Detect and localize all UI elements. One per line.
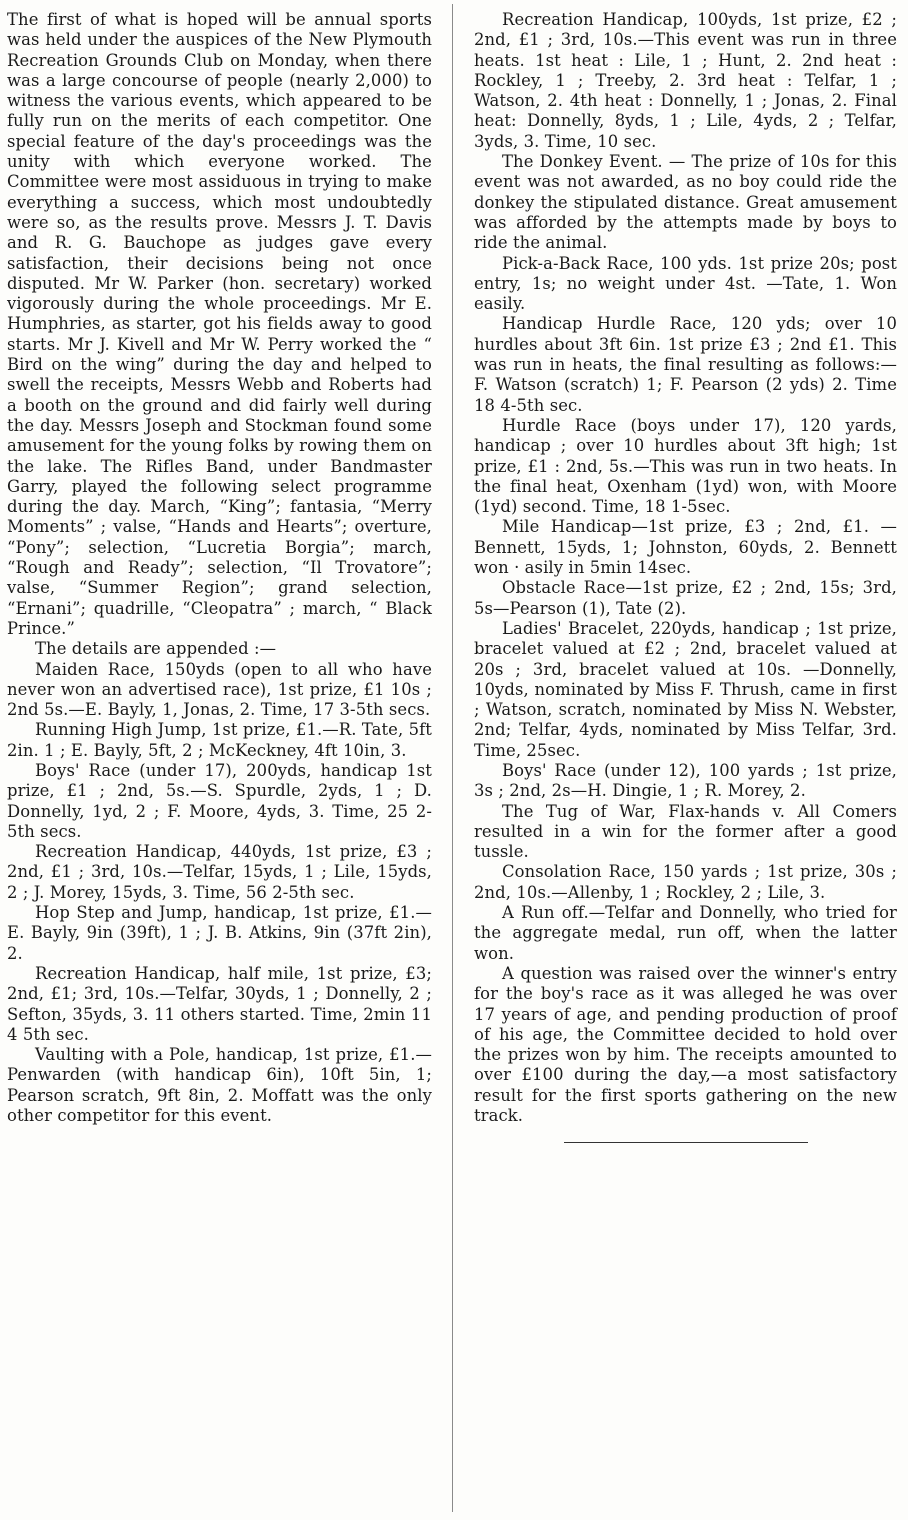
event-recreation-100: Recreation Handicap, 100yds, 1st prize, £2 ; 2nd, £1 ; 3rd, 10s.—This event was run in three heats. 1st heat : Lile, 1 ; Hunt, 2. 2nd heat : Rockley, 1 ; Treeby, 2. 3rd heat : Telfar, 1 ; Watson, 2. 4th heat : Donnelly, 1 ; Jonas, 2. Final heat: Donnelly, 8yds, 1 ; Lile, 4yds, 2 ; Telfar, 3yds, 3. Time, 10 sec. [474, 10, 897, 151]
intro-paragraph: The first of what is hoped will be annual sports was held under the auspices of the New Plymouth Recreation Grounds Club on Monday, when there was a large concourse of people (nearly 2,000) to witness the various events, which appeared to be fully run on the merits of each competitor. One special feature of the day's proceedings was the unity with which everyone worked. The Committee were most assiduous in trying to make everything a success, which most undoubtedly were so, as the results prove. Messrs J. T. Davis and R. G. Bauchope as judges gave every satisfaction, their decisions being not once disputed. Mr W. Parker (hon. secretary) worked vigorously during the whole proceedings. Mr E. Humphries, as starter, got his fields away to good starts. Mr J. Kivell and Mr W. Perry worked the “ Bird on the wing” during the day and helped to swell the receipts, Messrs Webb and Roberts had a booth on the ground and did fairly well during the day. Messrs Joseph and Stockman found some amusement for the young folks by rowing them on the lake. The Rifles Band, under Bandmaster Garry, played the following select programme during the day. March, “King”; fantasia, “Merry Moments” ; valse, “Hands and Hearts”; overture, “Pony”; selection, “Lucretia Borgia”; march, “Rough and Ready”; selection, “Il Trovatore”; valse, “Summer Region”; grand selection, “Ernani”; quadrille, “Cleopatra” ; march, “ Black Prince.” [7, 10, 432, 638]
closing-paragraph: A question was raised over the winner's entry for the boy's race as it was alleged he was over 17 years of age, and pending production of proof of his age, the Committee decided to hold over the prizes won by him. The receipts amounted to over £100 during the day,—a most satisfactory result for the first sports gathering on the new track. [474, 963, 897, 1126]
event-tug-of-war: The Tug of War, Flax-hands v. All Comers resulted in a win for the former after a good tussle. [474, 801, 897, 862]
event-mile-handicap: Mile Handicap—1st prize, £3 ; 2nd, £1. —Bennett, 15yds, 1; Johnston, 60yds, 2. Bennett won · asily in 5min 14sec. [474, 517, 897, 578]
column-divider [452, 4, 453, 1512]
event-ladies-bracelet: Ladies' Bracelet, 220yds, handicap ; 1st prize, bracelet valued at £2 ; 2nd, bracelet valued at 20s ; 3rd, bracelet valued at 10s. —Donnelly, 10yds, nominated by Miss F. Thrush, came in first ; Watson, scratch, nominated by Miss N. Webster, 2nd; Telfar, 4yds, nominated by Miss Telfar, 3rd. Time, 25sec. [474, 618, 897, 760]
event-recreation-440: Recreation Handicap, 440yds, 1st prize, £3 ; 2nd, £1 ; 3rd, 10s.—Telfar, 15yds, 1 ; Lile, 15yds, 2 ; J. Morey, 15yds, 3. Time, 56 2-5th sec. [7, 842, 432, 902]
event-consolation-race: Consolation Race, 150 yards ; 1st prize, 30s ; 2nd, 10s.—Allenby, 1 ; Rockley, 2 ; Lile, 3. [474, 862, 897, 902]
event-handicap-hurdle: Handicap Hurdle Race, 120 yds; over 10 hurdles about 3ft 6in. 1st prize £3 ; 2nd £1. This was run in heats, the final resulting as follows:—F. Watson (scratch) 1; F. Pearson (2 yds) 2. Time 18 4-5th sec. [474, 314, 897, 415]
details-intro: The details are appended :— [35, 639, 277, 659]
event-recreation-half-mile: Recreation Handicap, half mile, 1st prize, £3; 2nd, £1; 3rd, 10s.—Telfar, 30yds, 1 ; Donnelly, 2 ; Sefton, 35yds, 3. 11 others started. Time, 2min 11 4 5th sec. [7, 963, 432, 1044]
end-rule [564, 1142, 808, 1143]
event-hop-step-jump: Hop Step and Jump, handicap, 1st prize, £1.—E. Bayly, 9in (39ft), 1 ; J. B. Atkins, 9in (37ft 2in), 2. [7, 903, 432, 963]
event-obstacle-race: Obstacle Race—1st prize, £2 ; 2nd, 15s; 3rd, 5s—Pearson (1), Tate (2). [474, 578, 897, 618]
event-boys-race-200: Boys' Race (under 17), 200yds, handicap 1st prize, £1 ; 2nd, 5s.—S. Spurdle, 2yds, 1 ; D. Donnelly, 1yd, 2 ; F. Moore, 4yds, 3. Time, 25 2-5th secs. [7, 760, 432, 841]
event-pick-a-back: Pick-a-Back Race, 100 yds. 1st prize 20s; post entry, 1s; no weight under 4st. —Tate, 1. Won easily. [474, 253, 897, 314]
right-column [474, 10, 897, 1126]
left-column [7, 10, 432, 1126]
event-run-off: A Run off.—Telfar and Donnelly, who tried for the aggregate medal, run off, when the latter won. [474, 903, 897, 963]
event-high-jump: Running High Jump, 1st prize, £1.—R. Tate, 5ft 2in. 1 ; E. Bayly, 5ft, 2 ; McKeckney, 4ft 10in, 3. [7, 720, 432, 760]
event-boys-race-under-12: Boys' Race (under 12), 100 yards ; 1st prize, 3s ; 2nd, 2s—H. Dingie, 1 ; R. Morey, 2. [474, 760, 897, 801]
event-donkey: The Donkey Event. — The prize of 10s for this event was not awarded, as no boy could ride the donkey the stipulated distance. Great amusement was afforded by the attempts made by boys to ride the animal. [474, 152, 897, 253]
event-pole-vault: Vaulting with a Pole, handicap, 1st prize, £1.—Penwarden (with handicap 6in), 10ft 5in, 1; Pearson scratch, 9ft 8in, 2. Moffatt was the only other competitor for this event. [7, 1045, 432, 1126]
event-maiden-race: Maiden Race, 150yds (open to all who have never won an advertised race), 1st prize, £1 10s ; 2nd 5s.—E. Bayly, 1, Jonas, 2. Time, 17 3-5th secs. [7, 659, 432, 720]
event-boys-hurdle: Hurdle Race (boys under 17), 120 yards, handicap ; over 10 hurdles about 3ft high; 1st prize, £1 : 2nd, 5s.—This was run in two heats. In the final heat, Oxenham (1yd) won, with Moore (1yd) second. Time, 18 1-5sec. [474, 415, 897, 517]
